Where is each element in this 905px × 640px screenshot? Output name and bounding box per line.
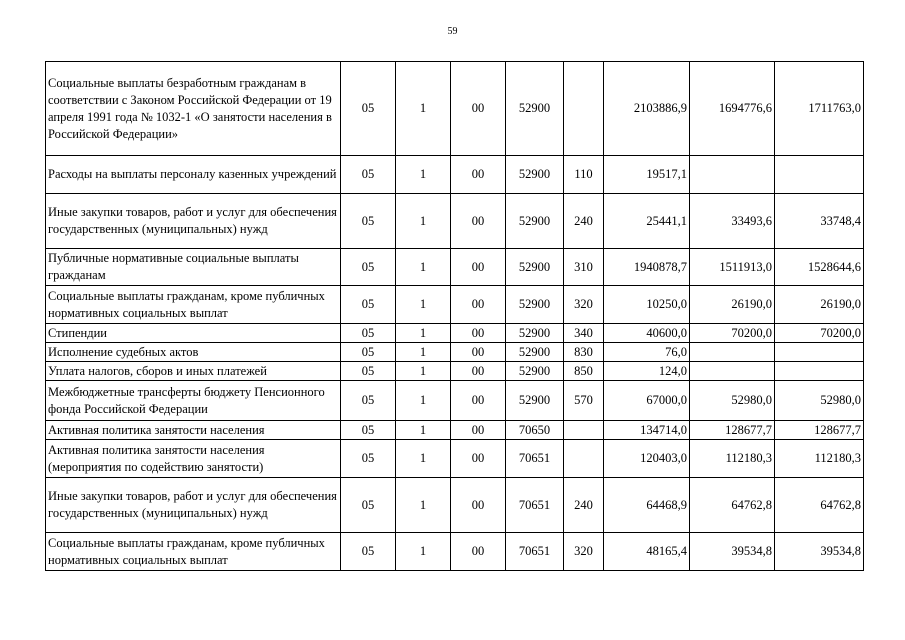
- row-section: 05: [341, 156, 396, 194]
- row-value-2: [690, 362, 775, 381]
- row-expense-type: 240: [564, 194, 604, 249]
- row-value-2: 64762,8: [690, 478, 775, 533]
- row-name: Исполнение судебных актов: [46, 343, 341, 362]
- row-value-3: 128677,7: [775, 421, 864, 440]
- row-subsection: 1: [396, 324, 451, 343]
- table-row: [46, 381, 864, 421]
- row-subsection: 1: [396, 478, 451, 533]
- row-expense-type: [564, 421, 604, 440]
- row-value-3: 112180,3: [775, 440, 864, 478]
- page-number: 59: [447, 26, 458, 37]
- row-subsection: 1: [396, 381, 451, 421]
- row-group: 00: [451, 440, 506, 478]
- row-value-2: 26190,0: [690, 286, 775, 324]
- row-section: 05: [341, 440, 396, 478]
- row-group: 00: [451, 286, 506, 324]
- row-group: 00: [451, 156, 506, 194]
- row-expense-type: 320: [564, 286, 604, 324]
- row-group: 00: [451, 194, 506, 249]
- row-name: Уплата налогов, сборов и иных платежей: [46, 362, 341, 381]
- row-code: 70651: [506, 440, 564, 478]
- row-subsection: 1: [396, 156, 451, 194]
- row-value-3: 1528644,6: [775, 249, 864, 286]
- row-value-3: 1711763,0: [775, 62, 864, 156]
- row-subsection: 1: [396, 533, 451, 571]
- row-value-2: 128677,7: [690, 421, 775, 440]
- table-row: [46, 343, 864, 362]
- row-name: Межбюджетные трансферты бюджету Пенсионного фонда Российской Федерации: [46, 381, 341, 421]
- row-value-1: 2103886,9: [604, 62, 690, 156]
- row-name: Иные закупки товаров, работ и услуг для обеспечения государственных (муниципальных) нужд: [46, 194, 341, 249]
- table-row: [46, 286, 864, 324]
- row-expense-type: 320: [564, 533, 604, 571]
- row-value-3: [775, 362, 864, 381]
- row-value-3: 26190,0: [775, 286, 864, 324]
- row-code: 52900: [506, 62, 564, 156]
- row-expense-type: 340: [564, 324, 604, 343]
- row-value-1: 134714,0: [604, 421, 690, 440]
- row-subsection: 1: [396, 362, 451, 381]
- table-row: [46, 194, 864, 249]
- table-row: [46, 62, 864, 156]
- row-value-1: 124,0: [604, 362, 690, 381]
- row-value-1: 120403,0: [604, 440, 690, 478]
- row-value-1: 40600,0: [604, 324, 690, 343]
- row-subsection: 1: [396, 62, 451, 156]
- row-section: 05: [341, 286, 396, 324]
- row-expense-type: 240: [564, 478, 604, 533]
- row-value-2: 70200,0: [690, 324, 775, 343]
- row-expense-type: 830: [564, 343, 604, 362]
- row-value-3: 33748,4: [775, 194, 864, 249]
- row-value-3: 52980,0: [775, 381, 864, 421]
- table-row: [46, 362, 864, 381]
- row-value-3: 64762,8: [775, 478, 864, 533]
- row-code: 52900: [506, 381, 564, 421]
- row-value-1: 19517,1: [604, 156, 690, 194]
- row-value-1: 25441,1: [604, 194, 690, 249]
- row-value-3: [775, 156, 864, 194]
- row-value-2: 33493,6: [690, 194, 775, 249]
- row-value-1: 10250,0: [604, 286, 690, 324]
- row-value-2: 39534,8: [690, 533, 775, 571]
- row-section: 05: [341, 249, 396, 286]
- row-code: 52900: [506, 362, 564, 381]
- row-value-2: 1511913,0: [690, 249, 775, 286]
- row-expense-type: 310: [564, 249, 604, 286]
- row-name: Социальные выплаты гражданам, кроме публичных нормативных социальных выплат: [46, 286, 341, 324]
- table-row: [46, 533, 864, 571]
- table-row: [46, 421, 864, 440]
- row-value-2: 1694776,6: [690, 62, 775, 156]
- row-subsection: 1: [396, 343, 451, 362]
- row-code: 52900: [506, 249, 564, 286]
- row-value-2: [690, 343, 775, 362]
- row-code: 70651: [506, 478, 564, 533]
- row-code: 70651: [506, 533, 564, 571]
- row-value-2: [690, 156, 775, 194]
- table-row: [46, 440, 864, 478]
- row-subsection: 1: [396, 421, 451, 440]
- row-name: Социальные выплаты гражданам, кроме публичных нормативных социальных выплат: [46, 533, 341, 571]
- row-expense-type: 850: [564, 362, 604, 381]
- row-code: 70650: [506, 421, 564, 440]
- row-name: Активная политика занятости населения: [46, 421, 341, 440]
- row-group: 00: [451, 381, 506, 421]
- row-name: Активная политика занятости населения (мероприятия по содействию занятости): [46, 440, 341, 478]
- row-value-3: [775, 343, 864, 362]
- table-row: [46, 324, 864, 343]
- row-value-1: 67000,0: [604, 381, 690, 421]
- row-expense-type: 570: [564, 381, 604, 421]
- row-group: 00: [451, 343, 506, 362]
- row-section: 05: [341, 381, 396, 421]
- row-group: 00: [451, 362, 506, 381]
- row-value-3: 70200,0: [775, 324, 864, 343]
- table-row: [46, 156, 864, 194]
- row-expense-type: 110: [564, 156, 604, 194]
- row-name: Социальные выплаты безработным гражданам в соответствии с Законом Российской Федерации от 19 апреля 1991 года № 1032-1 «О занятости населения в Российской Федерации»: [46, 62, 341, 156]
- row-group: 00: [451, 533, 506, 571]
- row-value-1: 76,0: [604, 343, 690, 362]
- row-code: 52900: [506, 194, 564, 249]
- row-value-3: 39534,8: [775, 533, 864, 571]
- row-code: 52900: [506, 156, 564, 194]
- row-group: 00: [451, 249, 506, 286]
- row-section: 05: [341, 343, 396, 362]
- row-code: 52900: [506, 286, 564, 324]
- row-value-1: 64468,9: [604, 478, 690, 533]
- row-code: 52900: [506, 343, 564, 362]
- row-code: 52900: [506, 324, 564, 343]
- table-row: [46, 478, 864, 533]
- row-section: 05: [341, 478, 396, 533]
- row-value-1: 1940878,7: [604, 249, 690, 286]
- row-group: 00: [451, 324, 506, 343]
- row-expense-type: [564, 440, 604, 478]
- row-value-1: 48165,4: [604, 533, 690, 571]
- row-subsection: 1: [396, 286, 451, 324]
- row-section: 05: [341, 62, 396, 156]
- row-group: 00: [451, 62, 506, 156]
- row-group: 00: [451, 421, 506, 440]
- row-section: 05: [341, 362, 396, 381]
- row-subsection: 1: [396, 440, 451, 478]
- row-value-2: 112180,3: [690, 440, 775, 478]
- row-value-2: 52980,0: [690, 381, 775, 421]
- budget-table: [45, 61, 864, 571]
- row-name: Стипендии: [46, 324, 341, 343]
- row-section: 05: [341, 421, 396, 440]
- row-group: 00: [451, 478, 506, 533]
- row-section: 05: [341, 194, 396, 249]
- row-subsection: 1: [396, 194, 451, 249]
- row-section: 05: [341, 324, 396, 343]
- row-name: Иные закупки товаров, работ и услуг для обеспечения государственных (муниципальных) нужд: [46, 478, 341, 533]
- row-name: Публичные нормативные социальные выплаты гражданам: [46, 249, 341, 286]
- row-name: Расходы на выплаты персоналу казенных учреждений: [46, 156, 341, 194]
- table-row: [46, 249, 864, 286]
- row-section: 05: [341, 533, 396, 571]
- row-subsection: 1: [396, 249, 451, 286]
- row-expense-type: [564, 62, 604, 156]
